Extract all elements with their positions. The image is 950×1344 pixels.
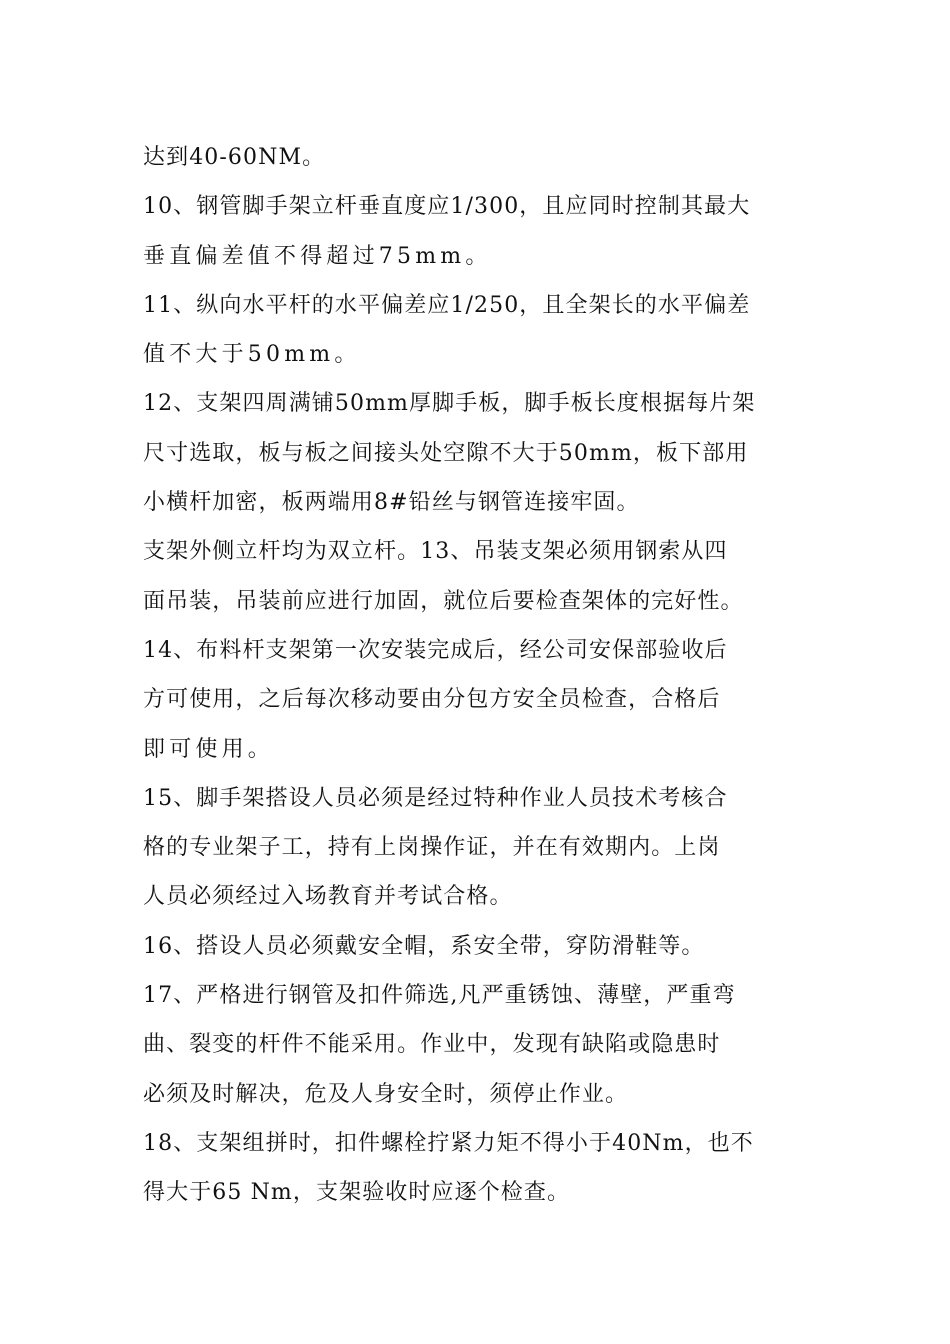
text-line: 格的专业架子工，持有上岗操作证，并在有效期内。上岗 [143, 835, 721, 861]
text-line: 小横杆加密，板两端用8#铅丝与钢管连接牢固。 [143, 490, 640, 516]
text-line: 14、布料杆支架第一次安装完成后，经公司安保部验收后 [143, 637, 728, 663]
text-line: 必须及时解决，危及人身安全时，须停止作业。 [143, 1081, 629, 1107]
text-line: 值不大于50mm。 [143, 342, 361, 368]
text-line: 12、支架四周满铺50mm厚脚手板，脚手板长度根据每片架 [143, 391, 756, 417]
text-line: 垂直偏差值不得超过75mm。 [143, 243, 492, 269]
text-line: 尺寸选取，板与板之间接头处空隙不大于50mm，板下部用 [143, 440, 749, 466]
text-line: 得大于65 Nm，支架验收时应逐个检查。 [143, 1180, 571, 1206]
text-line: 18、支架组拼时，扣件螺栓拧紧力矩不得小于40Nm，也不 [143, 1130, 754, 1156]
text-line: 11、纵向水平杆的水平偏差应1/250，且全架长的水平偏差 [143, 292, 751, 318]
text-line: 16、搭设人员必须戴安全帽，系安全带，穿防滑鞋等。 [143, 933, 705, 959]
text-line: 人员必须经过入场教育并考试合格。 [143, 884, 513, 910]
text-line: 支架外侧立杆均为双立杆。13、吊装支架必须用钢索从四 [143, 539, 728, 565]
text-line: 方可使用，之后每次移动要由分包方安全员检查，合格后 [143, 687, 721, 713]
text-line: 17、严格进行钢管及扣件筛选,凡严重锈蚀、薄壁，严重弯 [143, 983, 736, 1009]
text-line: 10、钢管脚手架立杆垂直度应1/300，且应同时控制其最大 [143, 194, 751, 220]
document-body [143, 133, 811, 1218]
text-line: 15、脚手架搭设人员必须是经过特种作业人员技术考核合 [143, 785, 728, 811]
text-line: 达到40-60NM。 [143, 145, 326, 170]
text-line: 面吊装，吊装前应进行加固，就位后要检查架体的完好性。 [143, 588, 744, 614]
text-line: 曲、裂变的杆件不能采用。作业中，发现有缺陷或隐患时 [143, 1032, 721, 1058]
text-line: 即可使用。 [143, 736, 275, 762]
